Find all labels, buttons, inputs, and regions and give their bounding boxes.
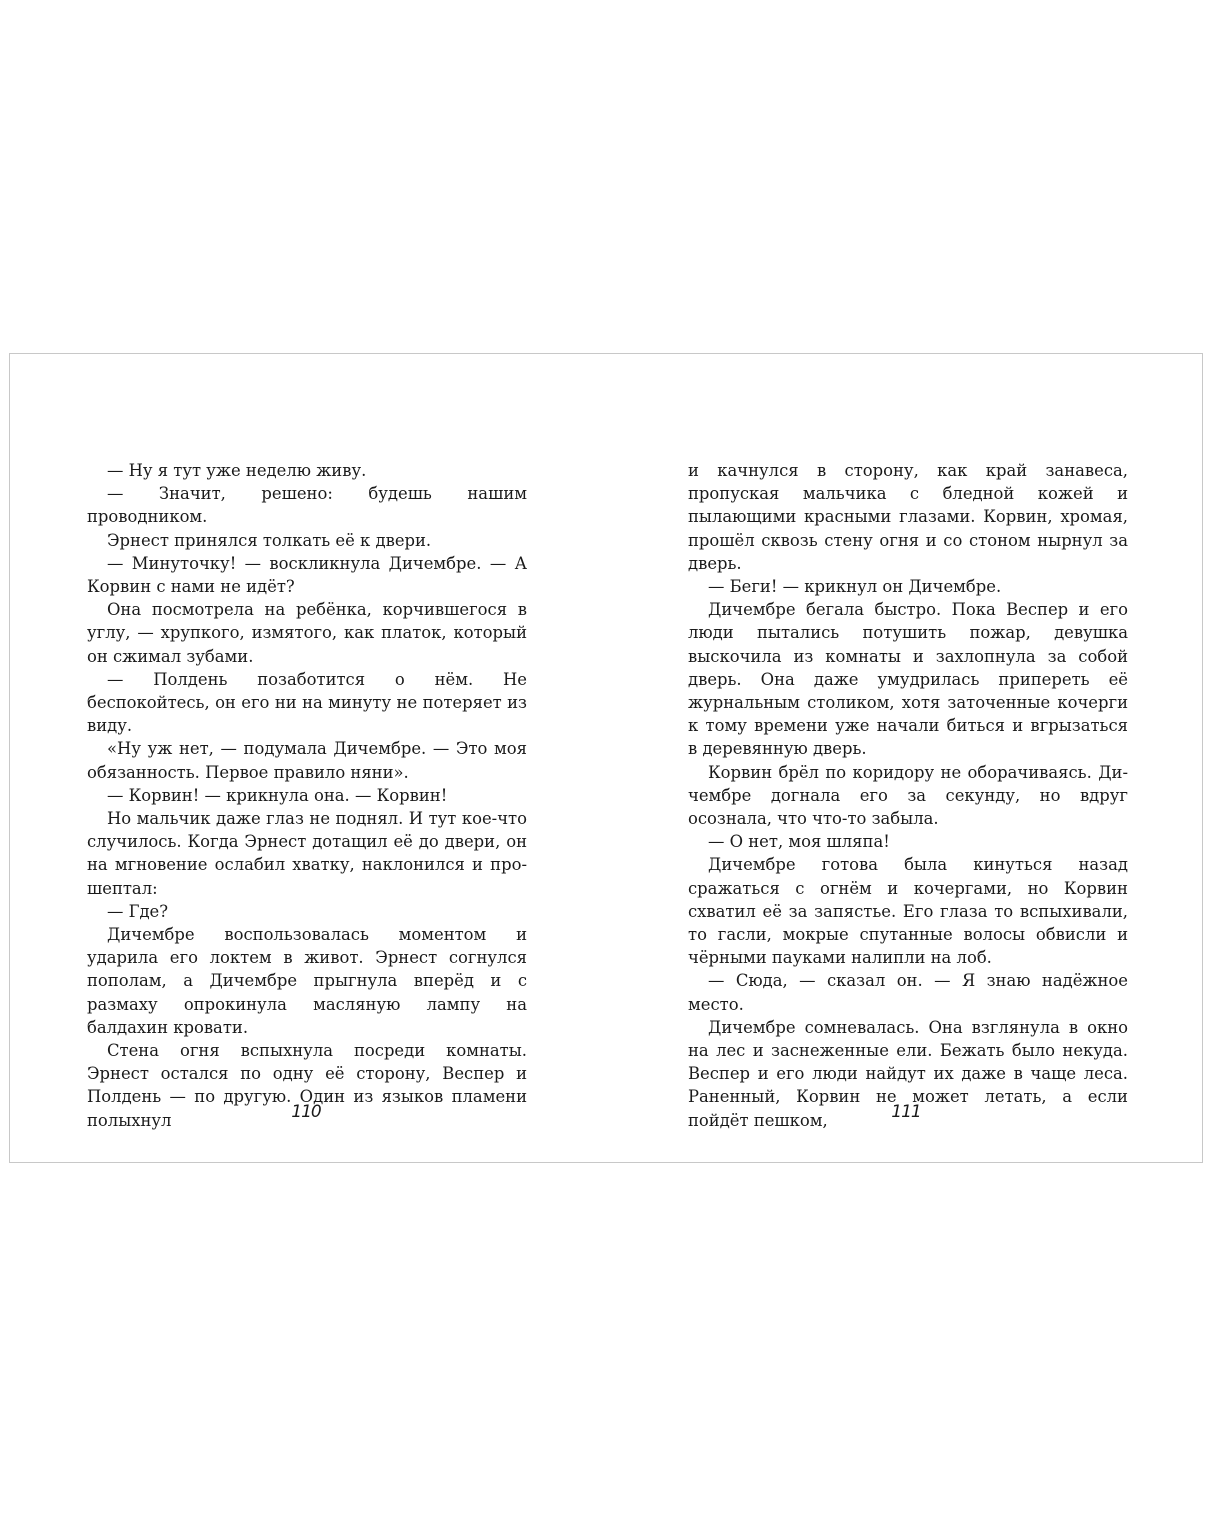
paragraph: — Полдень позаботится о нём. Не беспокойтесь, он его ни на минуту не потеряет из виду.: [87, 669, 527, 736]
paragraph: — Сюда, — сказал он. — Я знаю надёжное место.: [688, 971, 1128, 1014]
paragraph: Эрнест принялся толкать её к двери.: [107, 530, 432, 550]
paragraph: Дичембре готова была кинуться назад сражаться с огнём и кочергами, но Корвин схватил её за запястье. Его глаза то вспыхивали, то гасли, мокрые спутанные волосы обвисли и чёрными пауками налипли на лоб.: [688, 855, 1128, 968]
paragraph: Корвин брёл по коридору не оборачиваясь. Дичембре догнала его за секунду, но вдруг осознала, что что-то забыла.: [688, 762, 1128, 829]
paragraph: — Беги! — крикнул он Дичембре.: [708, 577, 1002, 597]
paragraph: Стена огня вспыхнула посреди комнаты. Эрнест остался по одну её сторону, Веспер и Полдень — по другую. Один из языков пламени полыхнул: [87, 1041, 527, 1130]
paragraph: Дичембре воспользовалась моментом и ударила его локтем в живот. Эрнест согнулся пополам, а Дичембре прыгнула вперёд и с размаху опрокинула масляную лампу на балдахин кровати.: [87, 925, 527, 1037]
book-spread: [9, 353, 1203, 1163]
paragraph: — Значит, решено: будешь нашим проводником.: [87, 484, 527, 527]
paragraph: — Минуточку! — воскликнула Дичембре. — А Корвин с нами не идёт?: [87, 553, 527, 597]
paragraph: — Корвин! — крикнула она. — Корвин!: [107, 785, 448, 805]
paragraph: — Ну я тут уже неделю живу.: [107, 461, 367, 480]
paragraph: Она посмотрела на ребёнка, корчившегося в углу, — хрупкого, измятого, как платок, который он сжимал зубами.: [87, 600, 527, 666]
page-number-right: 111: [891, 1102, 921, 1122]
paragraph: «Ну уж нет, — подумала Дичембре. — Это моя обязанность. Первое правило няни».: [87, 739, 527, 782]
left-page: [87, 459, 527, 1132]
paragraph: Но мальчик даже глаз не поднял. И тут кое-что случилось. Когда Эрнест дотащил её до двери, он на мгновение ослабил хватку, наклонился и прошептал:: [87, 809, 527, 898]
paragraph: — Где?: [107, 901, 169, 921]
paragraph-continuation: и качнулся в сторону, как край занавеса, пропуская мальчика с бледной кожей и пылающими красными глазами. Корвин, хромая, прошёл сквозь стену огня и со стоном нырнул за дверь.: [688, 461, 1128, 573]
paragraph: Дичембре бегала быстро. Пока Веспер и его люди пытались потушить пожар, девушка выскочила из комнаты и захлопнула за собой дверь. Она даже умудрилась припереть её журнальным столиком, хотя заточенные кочерги к тому времени уже начали биться и вгрызаться в деревянную дверь.: [688, 600, 1128, 759]
right-page: [688, 459, 1128, 1132]
paragraph: — О нет, моя шляпа!: [708, 832, 890, 852]
page-number-left: 110: [291, 1102, 321, 1122]
paragraph: Дичембре сомневалась. Она взглянула в окно на лес и заснеженные ели. Бежать было некуда. Веспер и его люди найдут их даже в чаще леса. Раненный, Корвин не может летать, а если пойдёт пешком,: [688, 1017, 1128, 1130]
